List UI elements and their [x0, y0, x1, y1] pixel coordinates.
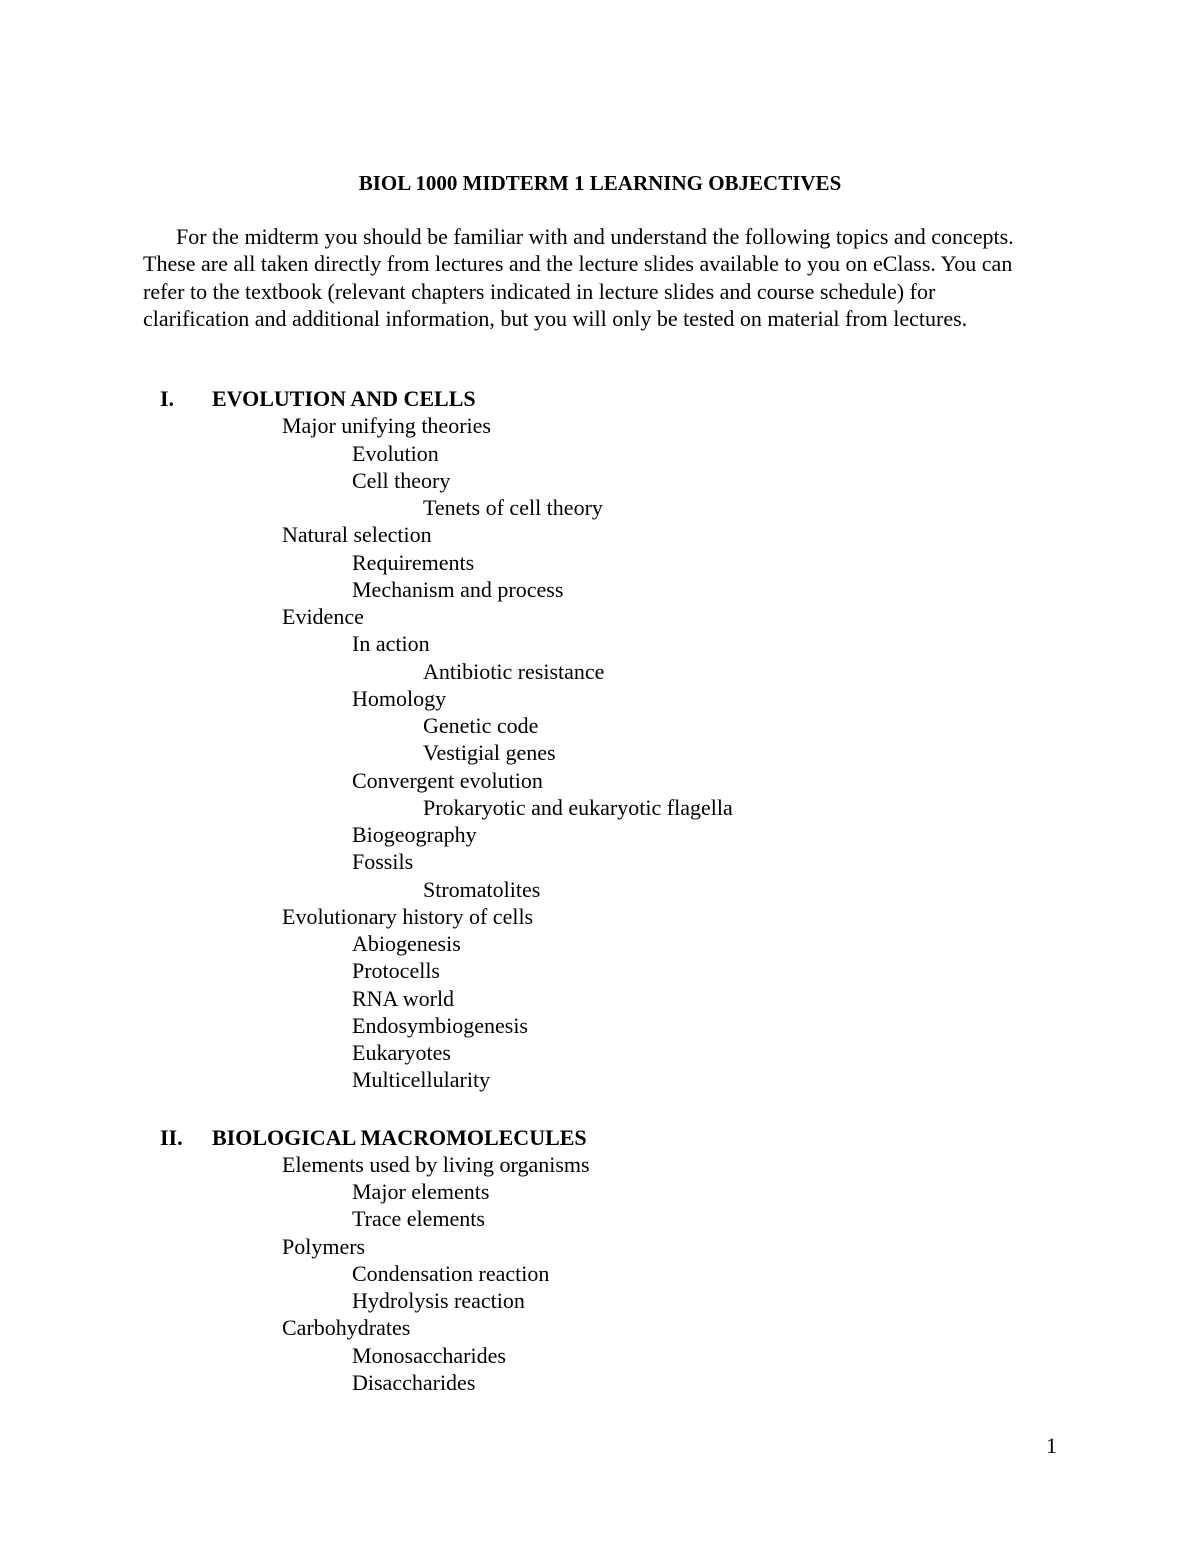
- outline-text: BIOLOGICAL MACROMOLECULES: [212, 1125, 587, 1150]
- outline-text: Stromatolites: [423, 877, 541, 902]
- outline-text: Carbohydrates: [282, 1315, 411, 1340]
- page-number: 1: [1046, 1433, 1057, 1458]
- outline-text: Evidence: [282, 604, 364, 629]
- outline-text: Eukaryotes: [352, 1040, 451, 1065]
- outline-text: Major elements: [352, 1179, 490, 1204]
- outline-text: Disaccharides: [352, 1370, 476, 1395]
- outline-text: Abiogenesis: [352, 931, 461, 956]
- outline-marker: II.: [160, 1125, 183, 1150]
- outline-text: Elements used by living organisms: [282, 1152, 590, 1177]
- outline-text: Monosaccharides: [352, 1343, 506, 1368]
- outline-text: Trace elements: [352, 1206, 485, 1231]
- outline-text: In action: [352, 631, 430, 656]
- outline-text: Vestigial genes: [423, 740, 556, 765]
- outline-text: Protocells: [352, 958, 440, 983]
- outline-text: Endosymbiogenesis: [352, 1013, 528, 1038]
- outline-text: Natural selection: [282, 522, 432, 547]
- outline-text: Hydrolysis reaction: [352, 1288, 525, 1313]
- outline-text: Major unifying theories: [282, 413, 491, 438]
- outline-marker: I.: [160, 386, 175, 411]
- outline-text: Evolution: [352, 441, 439, 466]
- outline-text: Tenets of cell theory: [423, 495, 603, 520]
- outline-text: Requirements: [352, 550, 475, 575]
- outline-text: EVOLUTION AND CELLS: [212, 386, 476, 411]
- outline-text: Homology: [352, 686, 447, 711]
- outline-text: Fossils: [352, 849, 414, 874]
- outline-text: Condensation reaction: [352, 1261, 550, 1286]
- outline-text: Genetic code: [423, 713, 539, 738]
- outline-text: Multicellularity: [352, 1067, 491, 1092]
- outline-text: RNA world: [352, 986, 455, 1011]
- outline-text: Prokaryotic and eukaryotic flagella: [423, 795, 733, 820]
- outline-text: Evolutionary history of cells: [282, 904, 534, 929]
- outline-text: Convergent evolution: [352, 768, 543, 793]
- outline-text: Biogeography: [352, 822, 477, 847]
- outline-text: Cell theory: [352, 468, 451, 493]
- outline-text: Mechanism and process: [352, 577, 564, 602]
- intro-paragraph: For the midterm you should be familiar with and understand the following topics and concepts. These are all taken directly from lectures and the lecture slides available to you on eClass. You can refer to the textbook (relevant chapters indicated in lecture slides and course schedule) for clarification and additional information, but you will only be tested on material from lectures.: [143, 224, 1014, 331]
- document-title: BIOL 1000 MIDTERM 1 LEARNING OBJECTIVES: [358, 171, 842, 195]
- outline-text: Polymers: [282, 1234, 366, 1259]
- outline-text: Antibiotic resistance: [423, 659, 605, 684]
